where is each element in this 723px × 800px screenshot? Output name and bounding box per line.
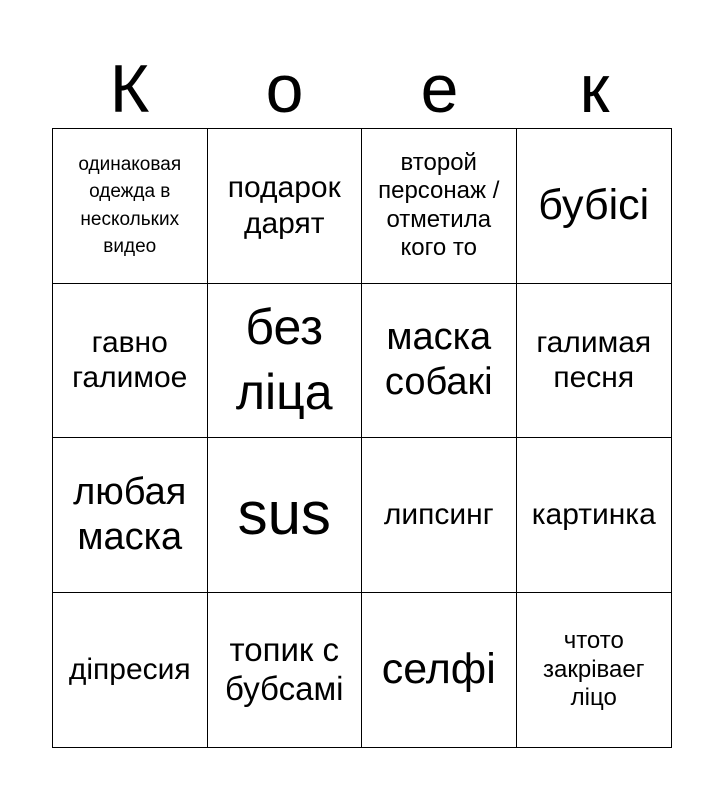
header-letter-4: к (579, 51, 610, 127)
bingo-board (52, 128, 672, 748)
bingo-cell[interactable]: любая маска (53, 438, 208, 593)
bingo-cell[interactable]: одинаковая одежда в нескольких видео (53, 129, 208, 284)
header-letter-3: е (420, 51, 459, 127)
bingo-cell[interactable]: картинка (517, 438, 672, 593)
bingo-cell[interactable]: маска собакі (362, 284, 517, 439)
bingo-cell[interactable]: селфі (362, 593, 517, 748)
bingo-cell[interactable]: чтото закріваег ліцо (543, 627, 645, 711)
header-letter-2: о (265, 51, 304, 127)
bingo-cell[interactable]: гавно галимое (53, 284, 208, 439)
header-letter-1: К (109, 51, 150, 127)
bingo-cell[interactable]: sus (208, 438, 363, 593)
bingo-header (52, 50, 672, 128)
bingo-cell[interactable]: топик с бубсамі (208, 593, 363, 748)
bingo-cell[interactable]: бубісі (517, 129, 672, 284)
bingo-cell[interactable]: галимая песня (517, 284, 672, 439)
bingo-cell[interactable]: подарок дарят (208, 129, 363, 284)
bingo-cell[interactable]: липсинг (362, 438, 517, 593)
bingo-cell[interactable]: второй персонаж / отметила кого то (362, 129, 517, 284)
bingo-cell[interactable]: діпресия (53, 593, 208, 748)
bingo-cell[interactable]: без ліца (208, 284, 363, 439)
